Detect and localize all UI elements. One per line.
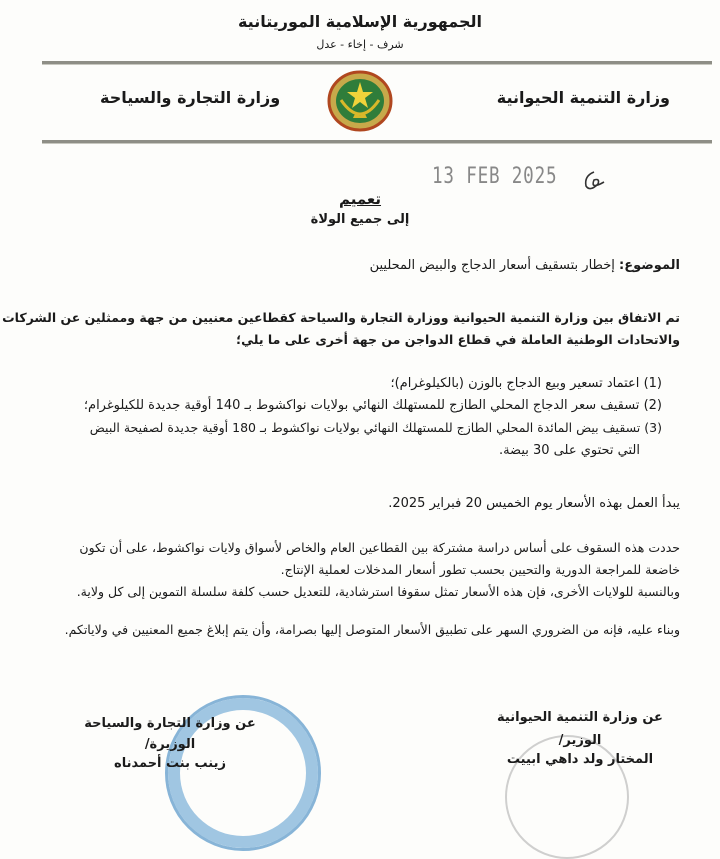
item-number: (3) (644, 420, 662, 435)
subject-label: الموضوع: (619, 258, 680, 273)
signatory-role: الوزير/ (558, 733, 602, 748)
ministry-livestock: وزارة التنمية الحيوانية (496, 88, 670, 107)
subject-text: إخطار بتسقيف أسعار الدجاج والبيض المحليين (369, 258, 615, 273)
body-line: حددت هذه السقوف على أساس دراسة مشتركة بين القطاعين العام والخاص لأسواق ولايات نواكشوط، على أن تكون (79, 540, 680, 555)
item-text: تسقيف بيض المائدة المحلي الطازج للمستهلك النهائي بولايات نواكشوط بـ 180 أوقية جديدة لصفيحة البيض (89, 420, 641, 435)
intro-line: تم الاتفاق بين وزارة التنمية الحيوانية ووزارة التجارة والسياحة كقطاعين معنيين من جهة وممثلين عن الشركات (2, 310, 680, 325)
list-item (90, 420, 662, 435)
republic-name: الجمهورية الإسلامية الموريتانية (237, 12, 483, 31)
signature-block-livestock (480, 710, 680, 767)
item-text: تسقيف سعر الدجاج المحلي الطازج للمستهلك النهائي بولايات نواكشوط بـ 140 أوقية جديدة للكيلوغرام؛ (83, 398, 640, 413)
list-item (84, 398, 662, 413)
recipient: إلى جميع الولاة (310, 212, 410, 227)
signatory-org: عن وزارة التجارة والسياحة (84, 716, 256, 731)
header-rule-top (42, 61, 712, 65)
item-text: اعتماد تسعير وبيع الدجاج بالوزن (بالكيلوغرام)؛ (390, 376, 640, 391)
list-item-continuation: التي تحتوي على 30 بيضة. (498, 443, 640, 458)
document-title (0, 190, 720, 208)
signatory-name: زينب بنت أحمدناه (114, 756, 226, 771)
signatory-org: عن وزارة التنمية الحيوانية (497, 710, 663, 725)
body-line: خاضعة للمراجعة الدورية والتحيين بحسب تطور أسعار المدخلات لعملية الإنتاج. (280, 562, 680, 577)
date-stamp: 13 FEB 2025 (432, 164, 558, 189)
body-line: وبالنسبة للولايات الأخرى، فإن هذه الأسعار تمثل سقوفا استرشادية، للتعديل حسب كلفة سلسلة التموين إلى كل ولاية. (76, 584, 680, 599)
signature-block-commerce (60, 716, 280, 771)
item-number: (2) (643, 398, 662, 413)
start-date-line: يبدأ العمل بهذه الأسعار يوم الخميس 20 فبراير 2025. (388, 496, 680, 511)
closing-line: وبناء عليه، فإنه من الضروري السهر على تطبيق الأسعار المتوصل إليها بصرامة، وأن يتم إبلاغ جميع المعنيين في ولاياتكم. (64, 622, 680, 637)
intro-line: والاتحادات الوطنية العاملة في قطاع الدواجن من جهة أخرى على ما يلي؛ (236, 332, 680, 347)
header-rule-bottom (42, 140, 712, 144)
national-motto: شرف - إخاء - عدل (316, 38, 404, 51)
item-number: (1) (643, 376, 662, 391)
signatory-role: الوزيرة/ (144, 737, 196, 752)
list-item (390, 376, 662, 391)
ministry-commerce: وزارة التجارة والسياحة (100, 88, 281, 107)
title-text: تعميم (338, 190, 382, 208)
subject-line (370, 258, 680, 273)
emblem-icon (327, 70, 393, 132)
signatory-name: المختار ولد داهي ابييت (506, 752, 654, 767)
